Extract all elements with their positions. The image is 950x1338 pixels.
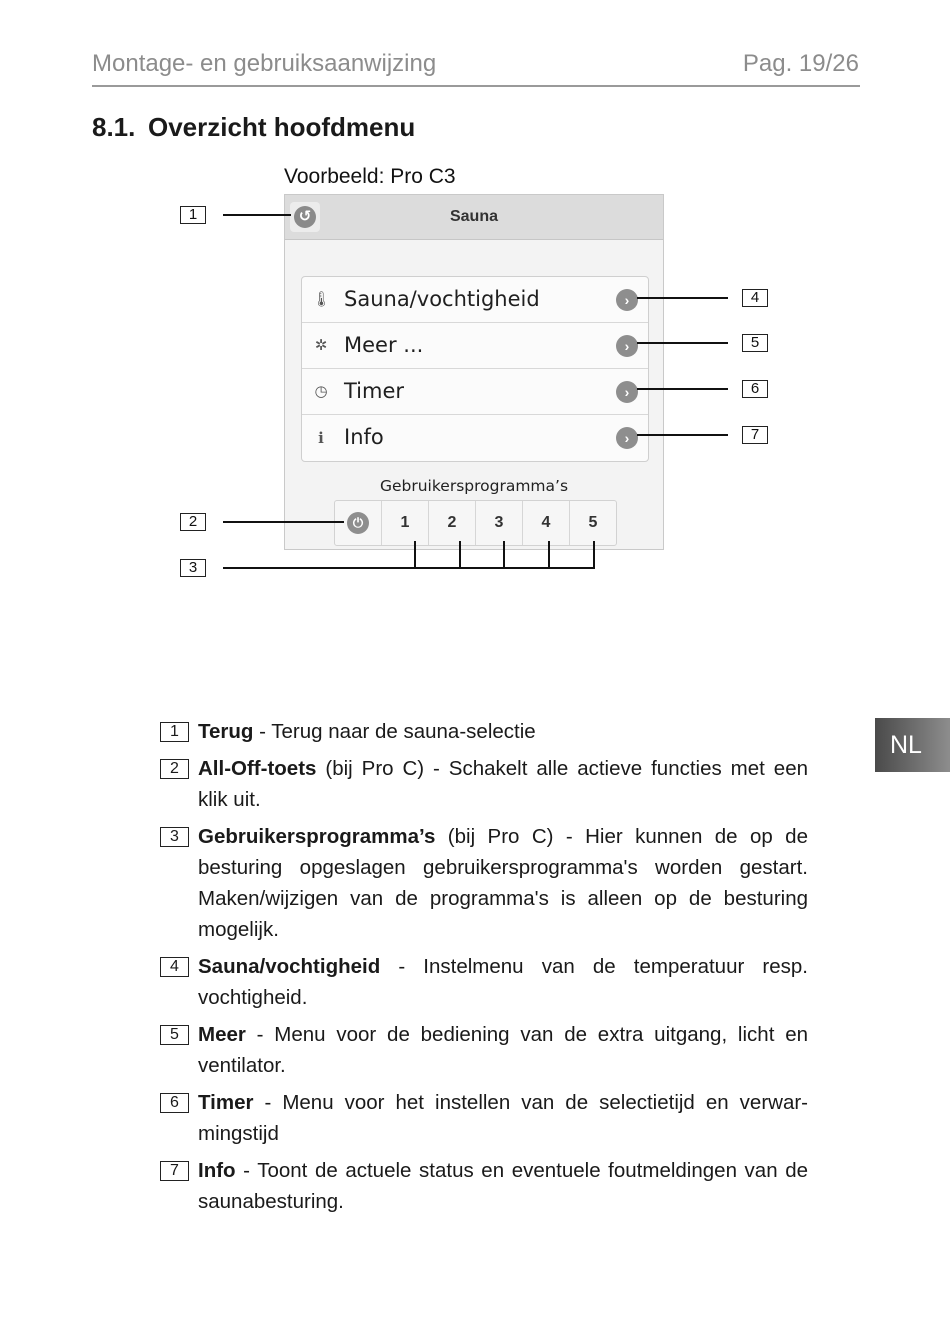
legend-term: Terug — [198, 720, 254, 743]
leader-tick-1 — [414, 541, 416, 568]
chevron-right-icon: › — [616, 427, 638, 449]
menu-item-label: Meer ... — [344, 333, 424, 357]
info-icon: i — [318, 429, 324, 447]
legend-number: 1 — [160, 722, 189, 742]
legend-text: - Toont de actuele status en eventuele foutmeldingen van de saunabesturing. — [198, 1159, 808, 1213]
program-button-1[interactable]: 1 — [382, 501, 429, 545]
thermometer-humidity-icon: 🌡 — [312, 291, 332, 308]
legend-text: - Terug naar de sauna-selectie — [253, 720, 536, 743]
timer-icon: ◷ — [314, 383, 328, 400]
leader-line-7 — [637, 434, 728, 436]
programs-bar — [334, 500, 617, 546]
program-button-4[interactable]: 4 — [523, 501, 570, 545]
legend-term: Timer — [198, 1091, 254, 1114]
menu-item-info[interactable] — [302, 415, 648, 461]
callout-6: 6 — [742, 380, 768, 398]
menu-item-more[interactable] — [302, 323, 648, 369]
screen-title: Sauna — [449, 208, 498, 225]
program-button-5[interactable]: 5 — [588, 514, 598, 531]
leader-line-3 — [223, 567, 595, 569]
legend-term: Info — [198, 1159, 236, 1182]
legend-text: (bij Pro C) - Hier kunnen de op de besturing opgeslagen gebruikersprogramma's worden gestart. Maken/wijzigen van de programma's is alleen op de besturing mogelijk. — [198, 825, 808, 941]
legend-number: 6 — [160, 1093, 189, 1113]
page-number: Pag. 19/26 — [742, 50, 859, 77]
legend-text: - Menu voor de bediening van de extra uitgang, licht en ventilator. — [198, 1023, 808, 1077]
legend-item — [160, 951, 808, 1013]
chevron-right-icon: › — [616, 289, 638, 311]
leader-line-4 — [637, 297, 728, 299]
legend-number: 4 — [160, 957, 189, 977]
program-button-2[interactable]: 2 — [429, 501, 476, 545]
section-heading — [92, 112, 415, 143]
section-number: 8.1. — [92, 112, 136, 142]
all-off-button[interactable] — [335, 501, 382, 545]
leader-line-2 — [223, 521, 344, 523]
back-arrow-icon: ↺ — [294, 206, 316, 228]
legend-item — [160, 1155, 808, 1217]
legend-number: 3 — [160, 827, 189, 847]
header-divider — [92, 85, 860, 87]
callout-1: 1 — [180, 206, 206, 224]
legend-list — [160, 716, 808, 1223]
chevron-right-icon: › — [616, 381, 638, 403]
menu-item-timer[interactable] — [302, 369, 648, 415]
callout-4: 4 — [742, 289, 768, 307]
callout-3: 3 — [180, 559, 206, 577]
language-tab: NL — [875, 718, 950, 772]
legend-term: Meer — [198, 1023, 246, 1046]
callout-7: 7 — [742, 426, 768, 444]
programs-caption: Gebruikersprogramma’s — [379, 477, 569, 495]
leader-line-6 — [637, 388, 728, 390]
menu-item-sauna-humidity[interactable] — [302, 277, 648, 323]
legend-item — [160, 1087, 808, 1149]
section-title: Overzicht hoofdmenu — [148, 112, 416, 142]
legend-text: (bij Pro C) - Schakelt alle actieve functies met een klik uit. — [198, 757, 808, 811]
legend-number: 5 — [160, 1025, 189, 1045]
legend-text: - Menu voor het instellen van de selectietijd en verwar-mingstijd — [198, 1091, 808, 1145]
legend-text: - Instelmenu van de temperatuur resp. vochtigheid. — [198, 955, 808, 1009]
callout-5: 5 — [742, 334, 768, 352]
legend-item — [160, 753, 808, 815]
header-title: Montage- en gebruiksaanwijzing — [92, 50, 437, 77]
light-fan-icon: ✲ — [314, 337, 328, 354]
menu-item-label: Timer — [344, 379, 405, 403]
legend-item — [160, 1019, 808, 1081]
legend-term: All-Off-toets — [198, 757, 317, 780]
menu-item-label: Sauna/vochtigheid — [344, 287, 540, 311]
menu-item-label: Info — [344, 425, 384, 449]
legend-number: 2 — [160, 759, 189, 779]
main-menu — [301, 276, 649, 462]
leader-tick-4 — [548, 541, 550, 568]
leader-line-1 — [223, 214, 291, 216]
leader-tick-3 — [503, 541, 505, 568]
callout-2: 2 — [180, 513, 206, 531]
power-icon: ⏻ — [347, 512, 369, 534]
leader-tick-2 — [459, 541, 461, 568]
leader-line-5 — [637, 342, 728, 344]
example-caption: Voorbeeld: Pro C3 — [284, 165, 456, 188]
legend-term: Sauna/vochtigheid — [198, 955, 381, 978]
leader-tick-5 — [593, 541, 595, 568]
legend-number: 7 — [160, 1161, 189, 1181]
device-screen — [284, 194, 664, 550]
legend-item — [160, 716, 808, 747]
screen-title-bar — [285, 195, 663, 240]
legend-item — [160, 821, 808, 945]
legend-term: Gebruikersprogramma’s — [198, 825, 436, 848]
chevron-right-icon: › — [616, 335, 638, 357]
program-button-3[interactable]: 3 — [476, 501, 523, 545]
